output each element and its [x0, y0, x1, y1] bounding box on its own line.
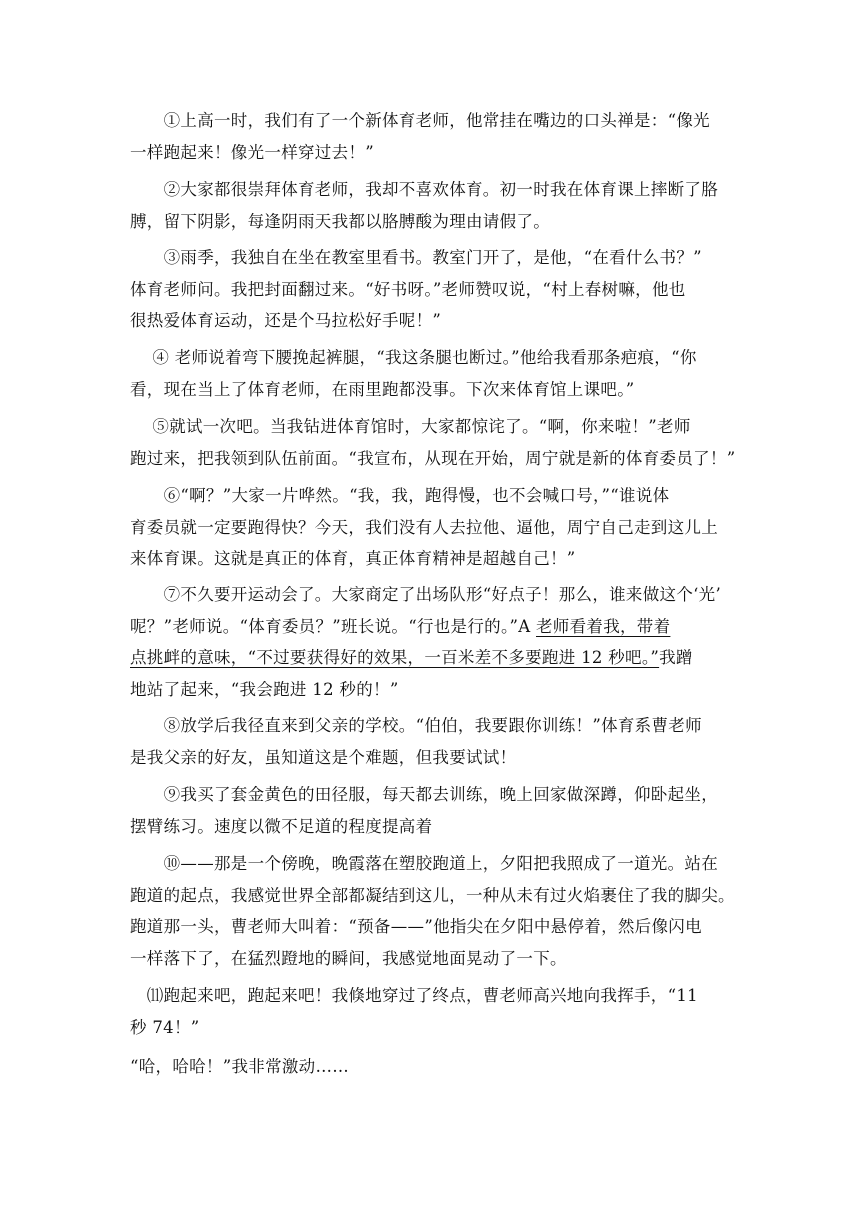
text-line: 一样落下了，在猛烈蹬地的瞬间，我感觉地面晃动了一下。: [130, 948, 567, 968]
text-segment: 呢？”老师说。“体育委员？”班长说。“行也是行的。”A: [130, 616, 536, 636]
text-line: 来体育课。这就是真正的体育，真正体育精神是超越自己！”: [130, 549, 576, 568]
text-line: [130, 642, 730, 674]
text-line: 是我父亲的好友，虽知道这是个难题，但我要试试！: [130, 747, 517, 767]
text-line: “哈，哈哈！”我非常激动……: [130, 1057, 350, 1076]
text-line: ⑩——那是一个傍晚，晚霞落在塑胶跑道上，夕阳把我照成了一道光。站在: [130, 854, 718, 873]
text-line: 跑道那一头，曹老师大叫着：“预备——”他指尖在夕阳中悬停着，然后像闪电: [130, 917, 702, 936]
paragraph-2: [130, 174, 730, 237]
text-line: 秒 74！”: [130, 1017, 200, 1037]
paragraph-8: [130, 710, 730, 773]
text-line: ①上高一时，我们有了一个新体育老师，他常挂在嘴边的口头禅是：“像光: [130, 111, 710, 130]
text-line: 体育老师问。我把封面翻过来。“好书呀。”老师赞叹说，“村上春树嘛，他也: [130, 279, 686, 299]
text-line: ②大家都很崇拜体育老师，我却不喜欢体育。初一时我在体育课上摔断了胳: [130, 180, 718, 199]
text-line: ⑦不久要开运动会了。大家商定了出场队形“好点子！那么，谁来做这个‘光’: [130, 585, 722, 604]
paragraph-11: [130, 980, 730, 1043]
text-line: 地站了起来，“我会跑进 12 秒的！”: [130, 679, 399, 699]
text-line: ⑨我买了套金黄色的田径服，每天都去训练，晚上回家做深蹲，仰卧起坐，: [130, 785, 718, 804]
paragraph-1: [130, 105, 730, 168]
text-line: 育委员就一定要跑得快？今天，我们没有人去拉他、逼他，周宁自己走到这儿上: [130, 517, 718, 537]
underlined-text: 老师看着我，带着: [536, 616, 671, 636]
paragraph-5: [130, 411, 736, 474]
text-line: ⑥“啊？”大家一片哗然。“我，我，跑得慢，也不会喊口号，”“谁说体: [130, 486, 670, 505]
text-segment: 我蹭: [659, 648, 693, 667]
text-line: 摆臂练习。速度以微不足道的程度提高着: [130, 816, 433, 836]
text-line: 跑过来，把我领到队伍前面。“我宣布，从现在开始，周宁就是新的体育委员了！”: [130, 448, 736, 468]
paragraph-7: [130, 579, 730, 705]
text-line: 一样跑起来！像光一样穿过去！”: [130, 142, 374, 162]
text-line: ⑧放学后我径直来到父亲的学校。“伯伯，我要跟你训练！”体育系曹老师: [130, 716, 702, 735]
text-line: ⑾跑起来吧，跑起来吧！我倏地穿过了终点，曹老师高兴地向我挥手，“11: [130, 986, 698, 1005]
paragraph-9: [130, 779, 730, 842]
text-line: ④ 老师说着弯下腰挽起裤腿，“我这条腿也断过。”他给我看那条疤痕，“你: [130, 348, 697, 367]
text-line: 看，现在当上了体育老师，在雨里跑都没事。下次来体育馆上课吧。”: [130, 379, 635, 399]
text-line: 膊，留下阴影，每逢阴雨天我都以胳膊酸为理由请假了。: [130, 211, 550, 231]
text-line: 跑道的起点，我感觉世界全部都凝结到这儿，一种从未有过火焰裹住了我的脚尖。: [130, 885, 735, 905]
paragraph-6: [130, 480, 730, 575]
text-line: 很热爱体育运动，还是个马拉松好手呢！”: [130, 311, 442, 330]
text-line: ⑤就试一次吧。当我钻进体育馆时，大家都惊诧了。“啊，你来啦！”老师: [130, 417, 691, 436]
underlined-text: 点挑衅的意味，“不过要获得好的效果，一百米差不多要跑进 12 秒吧。”: [130, 648, 660, 667]
text-line: [130, 611, 730, 643]
text-line: ③雨季，我独自在坐在教室里看书。教室门开了，是他，“在看什么书？”: [130, 248, 702, 267]
paragraph-4: [130, 342, 730, 405]
paragraph-10: [130, 848, 735, 974]
paragraph-3: [130, 242, 730, 337]
paragraph-12: [130, 1051, 730, 1083]
